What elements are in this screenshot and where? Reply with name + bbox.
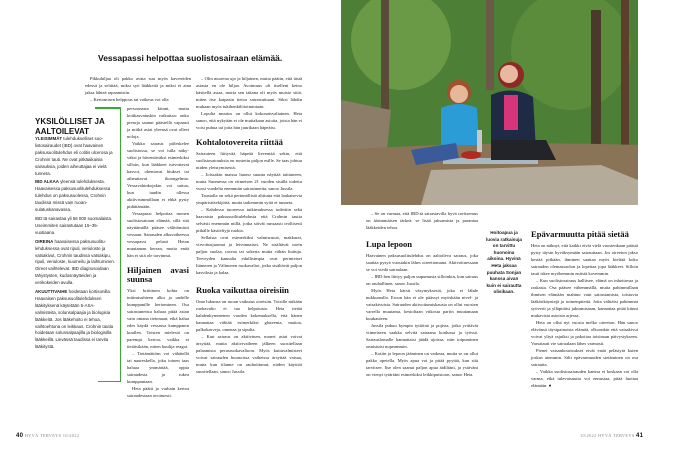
article-title: Vessapassi helpottaa suolistosairaan elämää. [98, 53, 283, 63]
sidebar-frame-bottom [98, 381, 121, 383]
column-2-tail: Heta päätti jo varhain kertoa sairaudestaan avoimesti. [127, 386, 189, 398]
sidebar-text: haavaisessa paksusuolitulehduksessa ovat ripuli, veriuloste ja vatsakivut, Crohnin taudissa vatsakipu, ripuli, veriuloste, kuumeilu ja laihtuminen. Oireet vaihtelevat. IBD diagnosoidaan tähystysten, kudosnäytteiden ja verikokeiden avulla. [35, 238, 116, 286]
sidebar-lead: OIREINA [35, 238, 54, 244]
subheading-rest: Lupa lepoon [366, 239, 413, 249]
footer-left: 40 HYVÄ TERVEYS 10/2022 [16, 433, 80, 439]
sidebar-text: hoidetaan kortisonilla. Haavaisen paksusuolitulehduksen lääkityksenä käytetään 5-ASA-valmisteita, solunsalpaajia ja biologisia lääkkeitä. Jos lääkehoito ei tehoa, vaihtoehtona on leikkaus. Crohnin tautia hoidetaan solunsalpaajilla ja biologisilla lääkkeillä. Lievässä taudissa ei tarvita lääkitystä. [35, 289, 114, 350]
sidebar-paragraph [35, 216, 116, 237]
right-column-b: Epävarmuutta pitää sietää Heta on nähnyt, että kaikki eivät vielä vuosienkaan päästä pysty täysin hyväksymään sairauttaan. Jos oireeton jakso kestää pitkään, ihminen saattaa myös kieltää koko sairauden olemassaolon ja lopettaa jopa lääkkeet. Silloin tauti iskee myöhemmin entistä kovemmin. – Kun suolistosairaus hallitsee, elämä on inhottavaa ja raskasta. Osa pääsee vähemmällä, mutta pahimmillaan ihmisen elämään mahtuu vain sairastamista, toistuvia lääkärikäyntejä ja toimenpiteitä. Jotta välttäisi pahimmat syöverit ja ylläpitäisi jaksamistaan, kannattaa pitää kiinni mukavista asioista arjessa. Heta on ollut nyt vuosia melko oireeton. Hän sanoo elävänsä täysipainoista elämää, olkoonkin että vatsakivut voivat yltyä rajuiksi ja pakottaa toisinaan päivystykseen. Varsatauti vie sairaalaan lähes varmasti. Pienet vatsankourisukset eivät enää pelästytä kuten joskus aiemmin. Silti epävarmuuden sietäminen on osa sairautta. – Vaikka suolistosairauden kanssa ei koskaan voi olla varma, eikä tulevaisuutta voi ennustaa, pitää luottaa elämään. ● [531, 229, 638, 388]
subheading-fellows: Kohtalotovereita riittää [196, 137, 283, 147]
sidebar-text: yleensä tulehduksesta. Haavaisessa paksusuolitulehduksessa tulehdus on paksusuolessa, Crohnin taudissa missä vain ruoansulatuskanavassa. [35, 179, 111, 213]
photo-mother-daughter-picnic [341, 0, 638, 205]
subheading-uncertainty: Epävarmuutta pitää sietää [531, 229, 629, 239]
intro-text: Pikkuhiljaa oli pakko avata suu myös kavereiden edessä ja selittää, miksi syö lääkkeitä ja miksi ei aina jaksa lähteä rapaamisiin. – Kertomisen helppous tai vaikeus voi olla [85, 76, 191, 102]
sidebar-frame-side [120, 107, 122, 382]
sidebar-lead: AKUUTTIVAIHE [35, 289, 68, 295]
sidebar-frame-top [95, 107, 121, 109]
sidebar-paragraph [35, 289, 116, 351]
footer-right: 10/2022 HYVÄ TERVEYS 41 [580, 433, 644, 439]
sidebar-paragraph [35, 136, 116, 177]
pull-quote: Hoitoapua ja luovia ratkaisuja on tarvittu huonoina aikoina. Hyvinä Heta jaksaa puuhata Sonjan kanssa aivan kuin ei sairautta olisikaan. [485, 230, 522, 295]
sidebar-text: IBD:tä sairastaa yli 56 000 suomalaista. Useimmiten sairastutaan 15–35-vuotiaana. [35, 215, 113, 235]
sidebar-heading: YKSILÖLLISET JA AALTOILEVAT [35, 117, 105, 136]
fact-sidebar [35, 117, 116, 353]
column-3: – Olin nuorena ujo ja hiljainen, mutta päätin, että tästä asiasta en ole hiljaa. Avoimuus oli itselleni keino käsitellä asiaa, mutta sen takana oli myös muisto siitä, miten itse kaipasin tietoa sairastuttuani. Siksi lähdin mukaan myös tukihenkilötoimintaan. Lopulta muutos on ollut kokonaisvaltainen. Heta sanoo, että nykyään ei ole muitakaan asioita, joista hän ei voisi puhua tai joita hän juurikaan häpeäisi. Kohtalotovereita riittää Sairauteen liittyvää häpeää lieventää sekin, että suolistosairauksia on nostettu paljon esille. Se taas johtuu niiden yleistymisestä. – Joissakin maissa huono suunta näyttää taittuneen, mutta Suomessa on viimeisen 21 vuoden sisällä todettu vuosi vuodelta enemmän sairastuneita, sanoo Jussila. Taustalla on sekä perinnöllistä alttiutta että laukaisevia ympäristötekijöitä, mutta tarkemmin syitä ei tunneta. – Kahdessa tuoreessa tutkimuksessa todettiin sekä haavaista paksusuolitulehdusta että Crohnin tautia selvästi enemmän niillä, jotka söivät runsaasti teollisesti pitkälle käsiteltyjä ruokia. Sellaisia ovat esimerkiksi valmisruoat, makkarat, virvoitusjuomat ja leivonnaiset. Ne sisältävät usein paljon suolaa, rasvaa tai sokeria mutta vähän kuituja. Terveyden kannalta edullisimpia ovat perinteiset Itämeren ja Välimeren ruokavaliot, jotka sisältävät paljon kasviksia ja kalaa. Ruoka vaikuttaa oireisiin Oma lukunsa on ruoan vaikutus oireisiin. Toisille mikään ruokavalio ei tuo helpotusta. Heta tietää kahdenkymmenen vuoden kokemuksella, että hänen kannattaa välttää esimerkiksi gluteenia, maitoa, palkokasveja, omenaa ja sipulia. – Kun sairaus on aktiivinen, monet asiat voivat ärsyttää, mutta aktiivivaiheen jälkeen suositellaan palaamista perusruokavalioon. Myös kuituvalmisteet voivat sairauden huonoissa vaiheissa ärsyttää vatsaa, mutta kun tilanne on rauhoittunut, niiden käyttöä suositellaan, sanoo Jussila. [196, 76, 302, 374]
sidebar-text: tulehdukselliset suolistosairaudet (IBD) ovat haavainen paksusuolitulehdus eli colitis ulcerosa ja Crohnin tauti. Ne ovat pitkäaikaisia sairauksia, joiden aiheuttajaa ei vielä tunneta. [35, 136, 113, 176]
sidebar-paragraph [35, 179, 116, 214]
column-2: persoonasta kiinni, mutta kotikasvatuskin vaikuttaa: onko pieruja saanut päästellä vapaasti ja mitkä asiat yleensä ovat olleet noloja. Vaikka sairaus piileskelee suolistossa, se voi tulla näkyväksi ja häventäväksi esimerkiksi silloin, kun lääkkeet turvottavat kasvot, ohentavat hiukset tai aiheuttavat ihoongelmia. Vessavahinkojakin voi sattua, kun taudin ollessa aktiivisimmillaan ei ehkä pysty pidättämään. Vessapassi helpottaa monen suolistosairaan elämää, sillä sitä näyttämällä pääsee välittömästi vessaan. Sairauden alkuvaiheessa vessapassi pelasti Hetan muutaman kerran, mutta enää hän ei sitä ole tarvinnut. Hiljainen avasi suunsa Yksi kriittinen kohta on intiimisuhteen alku ja uudelle kumppanille kertominen. Osa sairastuneista haluaa pitää asian vain omana tietonaan, eikä halua edes käydä vessassa kumppanin kuullen. Toisten mielestä on parempi kertoa, vaikka ei tietäisikään, miten kuulija reagoi. – Tietämättöm voi vähätellä tai naureskella, joku toinen taas haluaa ymmärtää, oppia sairaudesta ja tukea kumppaniaan. Heta päätti jo varhain kertoa sairaudestaan avoimesti. [127, 106, 189, 398]
sidebar-paragraph [35, 239, 116, 287]
right-column-a: – Se on varmaa, että IBD:tä sairastavilla hyvä ravitsemus on äärimmäisen tärkeä: se lisää jaksamista ja parantaa lääkkeiden tehoa. Lupa lepoon Haavainen paksusuolitulehdus on aaltoileva sairaus, joka saattaa pysyä vuosiakin lähes oireettomana. Aktivoituessaan se voi viedä sairaalaan. – IBD:hen liittyy paljon uupumusta silloinkin, kun sairaus on rauhallinen, sanoo Jussila. Myös Heta kärsii väsymyksestä, joka ei lähde nukkumalla. Eroon hän ei ole päässyt myöskään nivel- ja vatsakivuista. Sairauden aktivoitumiskausia on ollut vuosien varrella muutama, kestoltaan viikosta pariin muutamaan kuukauteen. Jussila puhuu kympin tyttöinä ja pojista, jotka yrittävät viimeiseen saakka selvitä sairaana koulussa ja työssä. Sairauslomalle kannattaisi jäädä ajoissa, niin toipuminen onnistuisi nopeammin. – Kotiin ja lepoon jääminen on vaikeaa, mutta se on ollut pakko opetella. Myös apua voi ja pitää pyytää, kun sitä tarvitsee. Itse olen saanut paljon apua äidiltäni, ja ystäväni on vienyt tytärtäni esimerkiksi leikkipuistoon, sanoo Heta. [366, 211, 478, 377]
subheading-quiet: Hiljainen avasi suunsa [127, 265, 189, 284]
subheading-food: Ruoka vaikuttaa oireisiin [196, 285, 289, 295]
sidebar-lead: YLEISIMMÄT [35, 136, 63, 141]
sidebar-lead: IBD ALKAA [35, 179, 59, 185]
